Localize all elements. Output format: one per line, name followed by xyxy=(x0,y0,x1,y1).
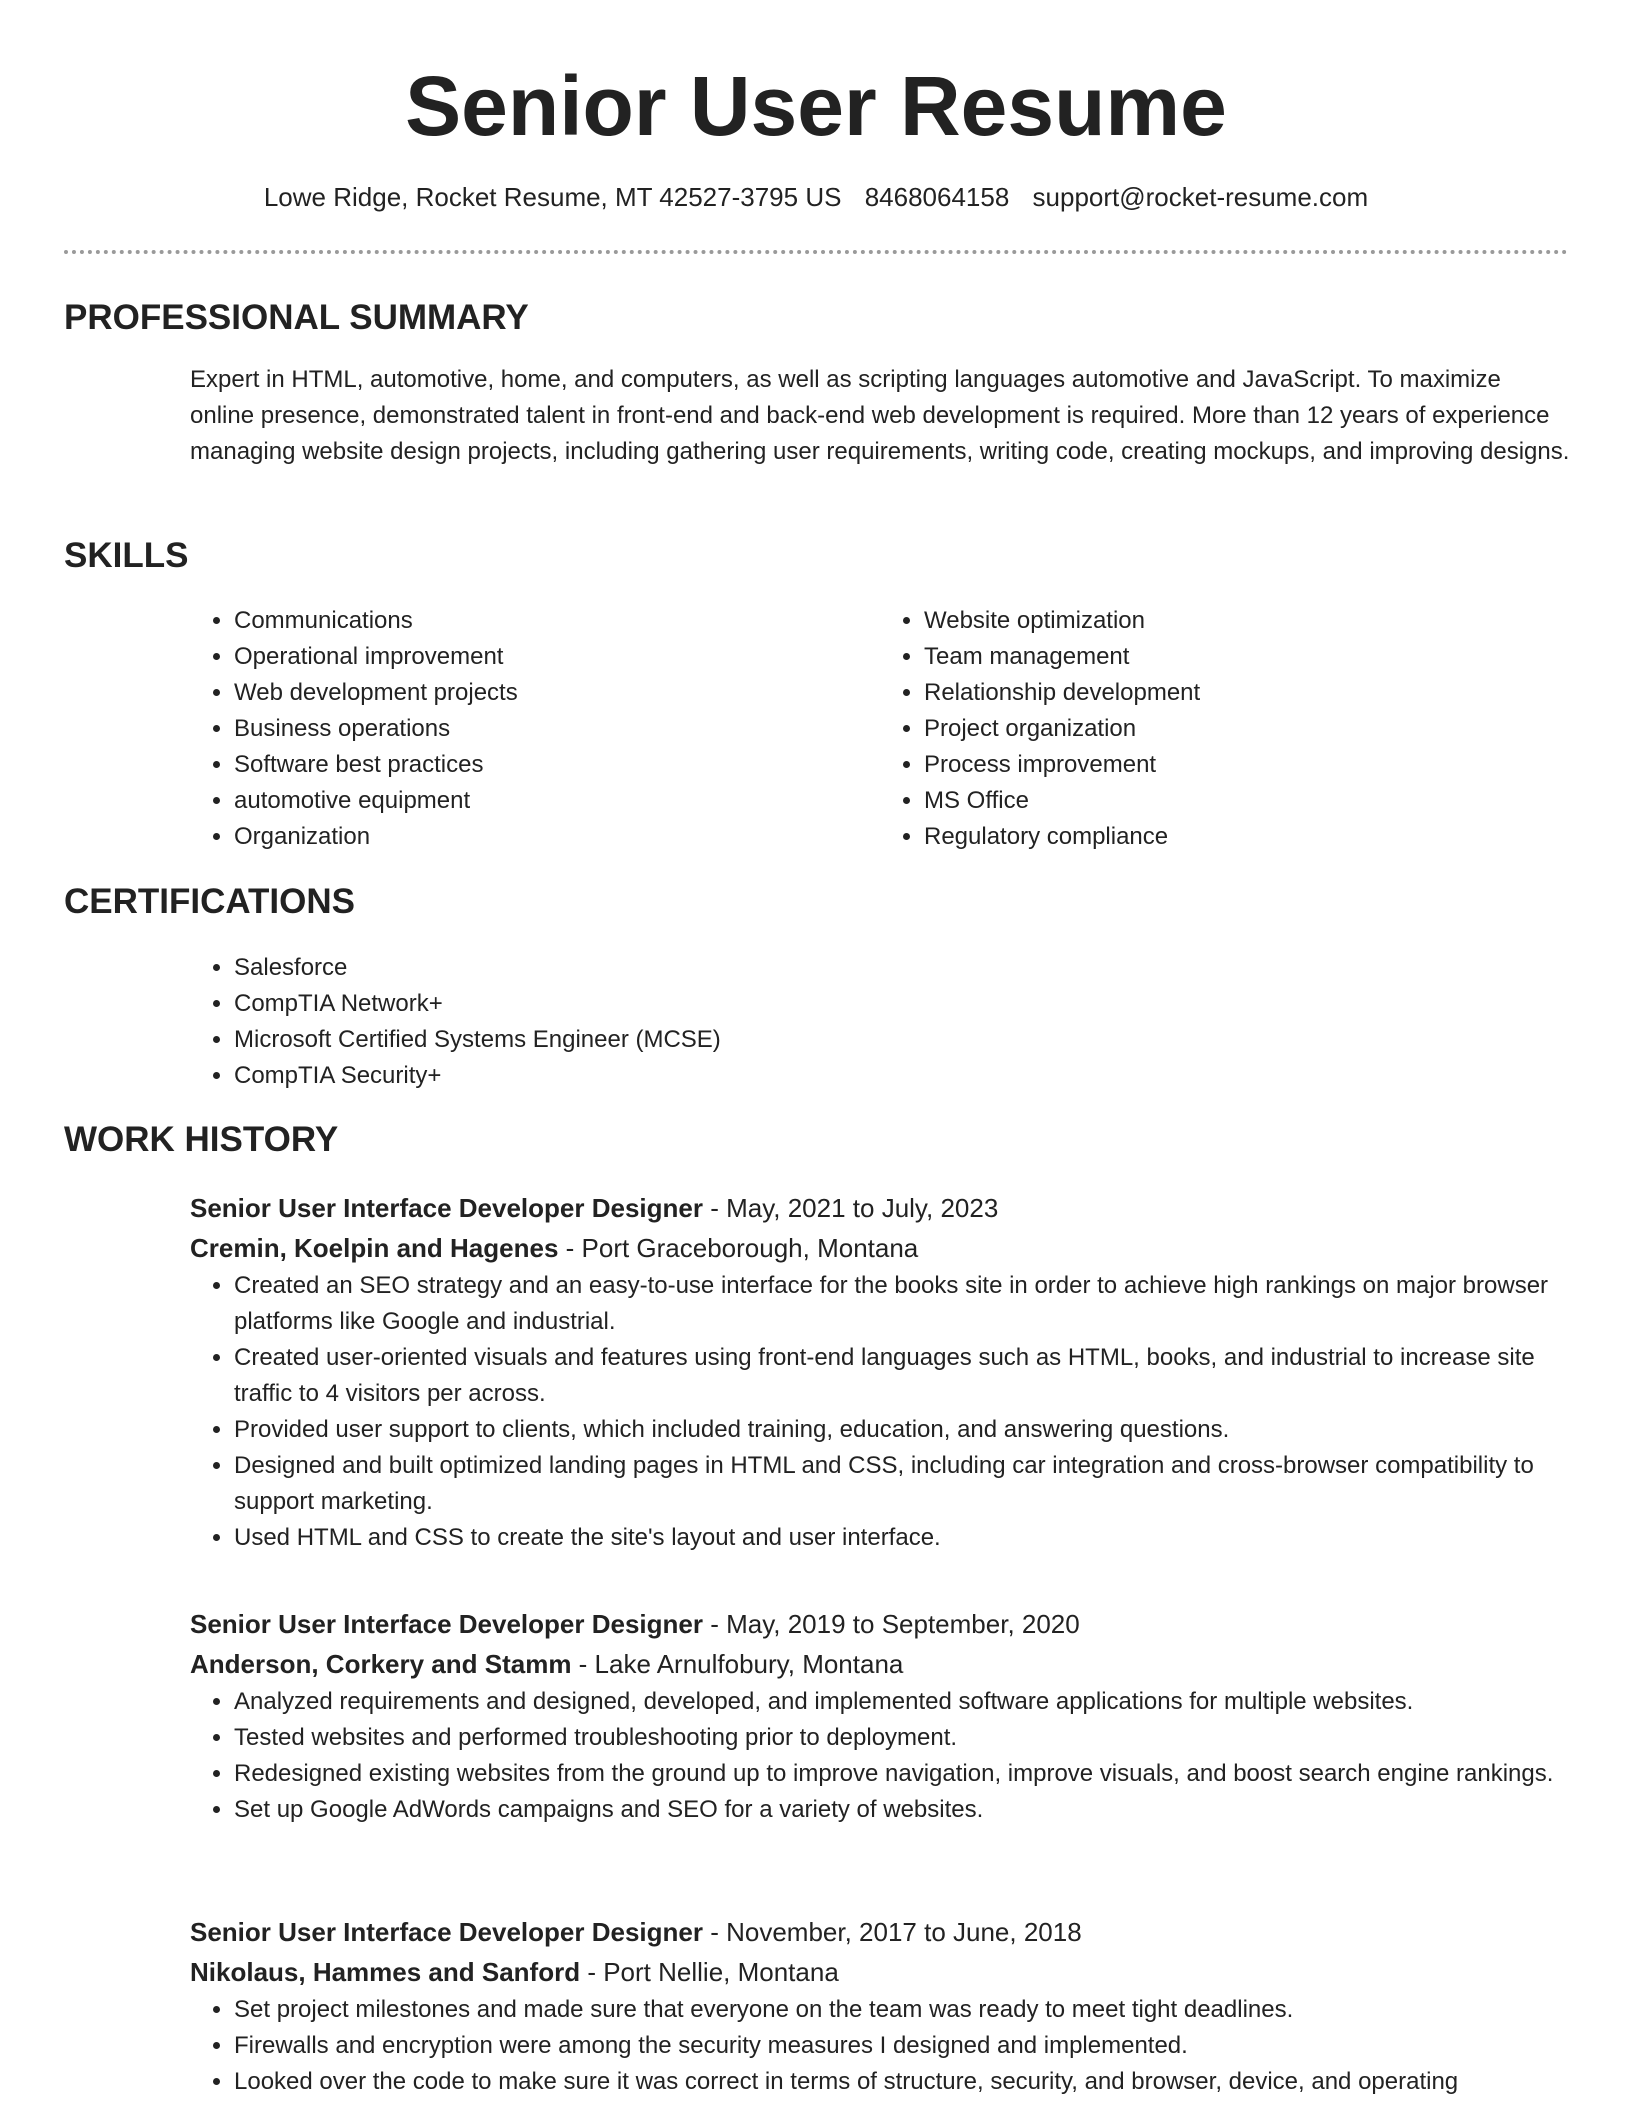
list-item: • Team management xyxy=(924,639,1570,675)
list-item: • automotive equipment xyxy=(234,783,880,819)
job-location: - Port Graceborough, Montana xyxy=(558,1233,919,1263)
job-entry xyxy=(190,1912,1570,2100)
skills-list-left xyxy=(190,603,880,855)
work-history-heading: WORK HISTORY xyxy=(64,1120,339,1159)
job-title-line xyxy=(190,1604,1570,1644)
skills-heading: SKILLS xyxy=(64,536,189,575)
list-item: • Regulatory compliance xyxy=(924,819,1570,855)
list-item: • MS Office xyxy=(924,783,1570,819)
job-title: Senior User Interface Developer Designer xyxy=(190,1193,703,1223)
job-company-line xyxy=(190,1644,1570,1684)
job-bullets xyxy=(190,1992,1570,2100)
job-bullets xyxy=(190,1684,1570,1828)
job-company: Cremin, Koelpin and Hagenes xyxy=(190,1233,559,1263)
summary-text: Expert in HTML, automotive, home, and computers, as well as scripting languages automotive and JavaScript. To maximize online presence, demonstrated talent in front-end and back-end web development is required. More than 12 years of experience managing website design projects, including gathering user requirements, writing code, creating mockups, and improving designs. xyxy=(190,366,1570,465)
list-item: • Designed and built optimized landing pages in HTML and CSS, including car integration and cross-browser compatibility to support marketing. xyxy=(234,1448,1570,1520)
list-item: • Relationship development xyxy=(924,675,1570,711)
skills-list-right xyxy=(880,603,1570,855)
list-item: • Tested websites and performed troubleshooting prior to deployment. xyxy=(234,1720,1570,1756)
list-item: • Set up Google AdWords campaigns and SEO for a variety of websites. xyxy=(234,1792,1570,1828)
contact-line xyxy=(64,182,1568,213)
contact-address: Lowe Ridge, Rocket Resume, MT 42527-3795 US xyxy=(263,182,842,212)
list-item: • Organization xyxy=(234,819,880,855)
job-location: - Lake Arnulfobury, Montana xyxy=(571,1649,904,1679)
list-item: • Firewalls and encryption were among the security measures I designed and implemented. xyxy=(234,2028,1570,2064)
list-item: • Redesigned existing websites from the ground up to improve navigation, improve visuals, and boost search engine rankings. xyxy=(234,1756,1570,1792)
list-item: • Used HTML and CSS to create the site's layout and user interface. xyxy=(234,1520,1570,1556)
job-company-line xyxy=(190,1952,1570,1992)
list-item: • CompTIA Network+ xyxy=(234,986,1570,1022)
list-item: • Process improvement xyxy=(924,747,1570,783)
list-item: • Microsoft Certified Systems Engineer (MCSE) xyxy=(234,1022,1570,1058)
job-entry xyxy=(190,1188,1570,1556)
list-item: • Project organization xyxy=(924,711,1570,747)
job-title-line xyxy=(190,1912,1570,1952)
list-item: • Communications xyxy=(234,603,880,639)
list-item: • Created an SEO strategy and an easy-to-use interface for the books site in order to achieve high rankings on major browser platforms like Google and industrial. xyxy=(234,1268,1570,1340)
job-title-line xyxy=(190,1188,1570,1228)
job-company: Anderson, Corkery and Stamm xyxy=(190,1649,572,1679)
list-item: • Operational improvement xyxy=(234,639,880,675)
job-entry xyxy=(190,1604,1570,1828)
list-item: • Created user-oriented visuals and features using front-end languages such as HTML, books, and industrial to increase site traffic to 4 visitors per across. xyxy=(234,1340,1570,1412)
skills-block xyxy=(190,603,1570,855)
job-dates: - November, 2017 to June, 2018 xyxy=(702,1917,1082,1947)
list-item: • Website optimization xyxy=(924,603,1570,639)
list-item: • Web development projects xyxy=(234,675,880,711)
list-item: • Looked over the code to make sure it was correct in terms of structure, security, and browser, device, and operating xyxy=(234,2064,1570,2100)
list-item: • Provided user support to clients, which included training, education, and answering questions. xyxy=(234,1412,1570,1448)
header-divider xyxy=(64,250,1568,254)
list-item: • Set project milestones and made sure that everyone on the team was ready to meet tight deadlines. xyxy=(234,1992,1570,2028)
job-title: Senior User Interface Developer Designer xyxy=(190,1917,703,1947)
certifications-list xyxy=(190,950,1570,1094)
summary-block xyxy=(190,362,1570,470)
contact-phone: 8468064158 xyxy=(864,182,1010,212)
list-item: • CompTIA Security+ xyxy=(234,1058,1570,1094)
certifications-block xyxy=(190,950,1570,1094)
job-dates: - May, 2019 to September, 2020 xyxy=(702,1609,1080,1639)
list-item: • Business operations xyxy=(234,711,880,747)
job-title: Senior User Interface Developer Designer xyxy=(190,1609,703,1639)
list-item: • Analyzed requirements and designed, developed, and implemented software applications for multiple websites. xyxy=(234,1684,1570,1720)
contact-email: support@rocket-resume.com xyxy=(1032,182,1369,212)
job-location: - Port Nellie, Montana xyxy=(580,1957,839,1987)
certifications-heading: CERTIFICATIONS xyxy=(64,882,356,921)
job-bullets xyxy=(190,1268,1570,1556)
summary-heading: PROFESSIONAL SUMMARY xyxy=(64,298,529,337)
list-item: • Software best practices xyxy=(234,747,880,783)
job-dates: - May, 2021 to July, 2023 xyxy=(702,1193,999,1223)
job-company: Nikolaus, Hammes and Sanford xyxy=(190,1957,581,1987)
job-company-line xyxy=(190,1228,1570,1268)
resume-name: Senior User Resume xyxy=(405,59,1227,153)
list-item: • Salesforce xyxy=(234,950,1570,986)
